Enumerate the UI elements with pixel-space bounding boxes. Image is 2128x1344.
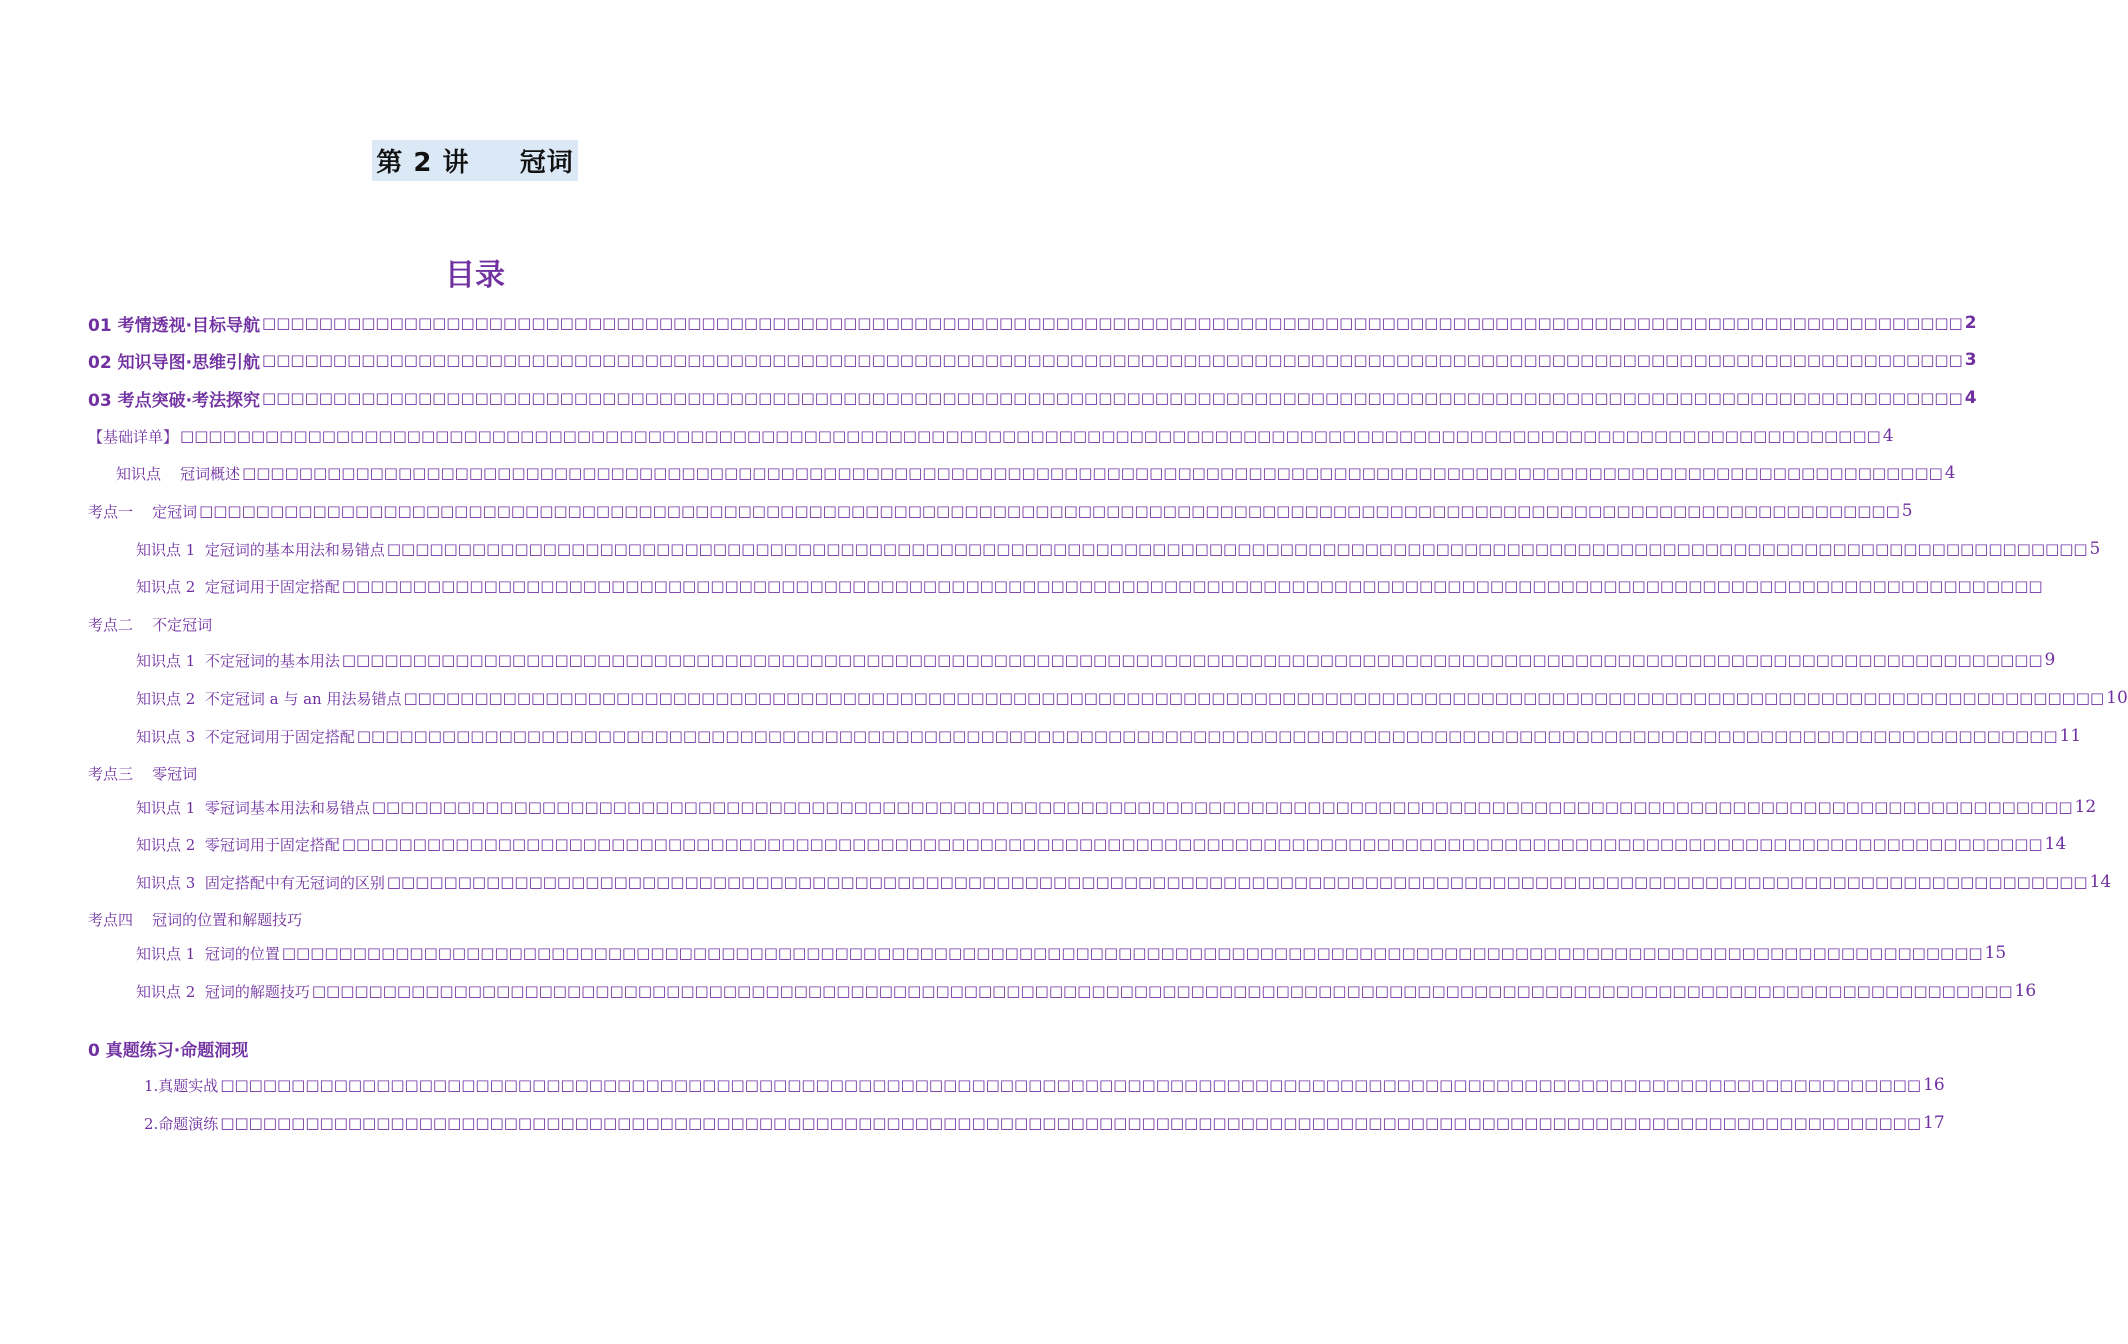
toc-page-number: 4 [1944, 463, 1956, 483]
toc-entry-label: 知识点 3 固定搭配中有无冠词的区别 [136, 873, 385, 892]
toc-leader: □□□□□□□□□□□□□□□□□□□□□□□□□□□□□□□□□□□□□□□□□□□□□□□□□□□□□□□□□□□□□□□□□□□□□□□□□□□□□□□□□□□□□□□□□□□□□□□□□□□□□□□□□□□□□□□□□□□□□□□□ [262, 351, 1963, 369]
toc-entry-label: 考点二 不定冠词 [88, 615, 213, 634]
toc-entry[interactable] [136, 537, 2101, 561]
toc-entry[interactable] [136, 648, 2056, 672]
toc-entry[interactable] [88, 499, 1913, 523]
toc-page-number: 12 [2074, 797, 2097, 817]
toc-entry[interactable] [116, 461, 1956, 485]
toc-leader: □□□□□□□□□□□□□□□□□□□□□□□□□□□□□□□□□□□□□□□□□□□□□□□□□□□□□□□□□□□□□□□□□□□□□□□□□□□□□□□□□□□□□□□□□□□□□□□□□□□□□□□□□□□□□□□□□□□□□□□□ [403, 689, 2105, 707]
toc-page-number: 14 [2044, 834, 2067, 854]
toc-entry[interactable] [88, 386, 1977, 411]
toc-leader: □□□□□□□□□□□□□□□□□□□□□□□□□□□□□□□□□□□□□□□□□□□□□□□□□□□□□□□□□□□□□□□□□□□□□□□□□□□□□□□□□□□□□□□□□□□□□□□□□□□□□□□□□□□□□□□□□□□□□□□□ [220, 1114, 1921, 1132]
toc-entry-label: 01 考情透视·目标导航 [88, 315, 261, 336]
toc-leader: □□□□□□□□□□□□□□□□□□□□□□□□□□□□□□□□□□□□□□□□□□□□□□□□□□□□□□□□□□□□□□□□□□□□□□□□□□□□□□□□□□□□□□□□□□□□□□□□□□□□□□□□□□□□□□□□□□□□□□□□ [341, 651, 2043, 669]
toc-entry[interactable] [88, 1036, 862, 1060]
toc-entry-label: 0 真题练习·命题洞现 [88, 1040, 249, 1061]
toc-leader: □□□□□□□□□□□□□□□□□□□□□□□□□□□□□□□□□□□□□□□□□□□□□□□□□□□□□□□□□□□□□□□□□□□□□□□□□□□□□□□□□□□□□□□□□□□□□□□□□□□□□□□□□□□□□□□□□□□□□□□□ [311, 982, 2013, 1000]
toc-entry-label: 02 知识导图·思维引航 [88, 352, 261, 373]
toc-leader: □□□□□□□□□□□□□□□□□□□□□□□□□□□□□□□□□□□□□□□□□□□□□□□□□□□□□□□□□□□□□□□□□□□□□□□□□□□□□□□□□□□□□□□□□□□□□□□□□□□□□□□□□□□□□□□□□□□□□□□□ [262, 389, 1963, 407]
toc-page-number: 17 [1923, 1113, 1945, 1133]
toc-page-number: 16 [1923, 1075, 1945, 1095]
toc-entry[interactable] [136, 574, 2043, 598]
toc-entry-label: 知识点 1 冠词的位置 [136, 944, 280, 963]
toc-entry-label: 2.命题演练 [144, 1114, 219, 1133]
toc-leader: □□□□□□□□□□□□□□□□□□□□□□□□□□□□□□□□□□□□□□□□□□□□□□□□□□□□□□□□□□□□□□□□□□□□□□□□□□□□□□□□□□□□□□□□□□□□□□□□□□□□□□□□□□□□□□□□□□□□□□□□ [341, 835, 2043, 853]
toc-leader: □□□□□□□□□□□□□□□□□□□□□□□□□□□□□□□□□□□□□□□□□□□□□□□□□□□□□□□□□□□□□□□□□□□□□□□□□□□□□□□□□□□□□□□□□□□□□□□□□□□□□□□□□□□□□□□□□□□□□□□□ [341, 577, 2043, 595]
toc-entry[interactable] [144, 1073, 1945, 1097]
toc-entry-label: 03 考点突破·考法探究 [88, 390, 261, 411]
toc-entry[interactable] [136, 832, 2067, 856]
toc-page-number: 4 [1882, 426, 1894, 446]
toc-page-number: 15 [1984, 943, 2007, 963]
toc-entry-label: 知识点 2 零冠词用于固定搭配 [136, 835, 340, 854]
toc-entry-label: 知识点 1 零冠词基本用法和易错点 [136, 798, 370, 817]
toc-entry-label: 知识点 1 不定冠词的基本用法 [136, 651, 340, 670]
toc-entry[interactable] [136, 795, 2097, 819]
toc-entry-label: 知识点 1 定冠词的基本用法和易错点 [136, 540, 385, 559]
toc-page-number: 11 [2059, 726, 2082, 746]
toc-entry-label: 考点三 零冠词 [88, 764, 198, 783]
toc-leader: □□□□□□□□□□□□□□□□□□□□□□□□□□□□□□□□□□□□□□□□□□□□□□□□□□□□□□□□□□□□□□□□□□□□□□□□□□□□□□□□□□□□□□□□□□□□□□□□□□□□□□□□□□□□□□□□□□□□□□□□ [386, 873, 2088, 891]
toc-entry[interactable] [88, 612, 862, 636]
toc-entry[interactable] [88, 761, 862, 785]
toc-entry-label: 考点四 冠词的位置和解题技巧 [88, 910, 303, 929]
toc-entry-label: 考点一 定冠词 [88, 502, 198, 521]
toc-leader: □□□□□□□□□□□□□□□□□□□□□□□□□□□□□□□□□□□□□□□□□□□□□□□□□□□□□□□□□□□□□□□□□□□□□□□□□□□□□□□□□□□□□□□□□□□□□□□□□□□□□□□□□□□□□□□□□□□□□□□□ [220, 1076, 1921, 1094]
toc-heading: 目录 [445, 258, 505, 293]
toc-leader: □□□□□□□□□□□□□□□□□□□□□□□□□□□□□□□□□□□□□□□□□□□□□□□□□□□□□□□□□□□□□□□□□□□□□□□□□□□□□□□□□□□□□□□□□□□□□□□□□□□□□□□□□□□□□□□□□□□□□□□□ [281, 944, 1983, 962]
toc-page-number: 4 [1964, 388, 1977, 408]
toc-entry[interactable] [136, 870, 2112, 894]
toc-entry[interactable] [136, 724, 2082, 748]
toc-entry-label: 知识点 冠词概述 [116, 464, 241, 483]
toc-entry[interactable] [88, 311, 1977, 336]
toc-entry-label: 1.真题实战 [144, 1076, 219, 1095]
toc-leader: □□□□□□□□□□□□□□□□□□□□□□□□□□□□□□□□□□□□□□□□□□□□□□□□□□□□□□□□□□□□□□□□□□□□□□□□□□□□□□□□□□□□□□□□□□□□□□□□□□□□□□□□□□□□□□□□□□□□□□□□ [371, 798, 2073, 816]
toc-entry-label: 知识点 2 冠词的解题技巧 [136, 982, 310, 1001]
toc-leader: □□□□□□□□□□□□□□□□□□□□□□□□□□□□□□□□□□□□□□□□□□□□□□□□□□□□□□□□□□□□□□□□□□□□□□□□□□□□□□□□□□□□□□□□□□□□□□□□□□□□□□□□□□□□□□□□□□□□□□□□ [386, 540, 2088, 558]
toc-page-number: 10 [2106, 688, 2128, 708]
toc-entry-label: 知识点 2 定冠词用于固定搭配 [136, 577, 340, 596]
toc-entry[interactable] [136, 686, 2128, 710]
toc-leader: □□□□□□□□□□□□□□□□□□□□□□□□□□□□□□□□□□□□□□□□□□□□□□□□□□□□□□□□□□□□□□□□□□□□□□□□□□□□□□□□□□□□□□□□□□□□□□□□□□□□□□□□□□□□□□□□□□□□□□□□ [180, 427, 1881, 445]
toc-page-number: 5 [1901, 501, 1913, 521]
toc-entry[interactable] [136, 979, 2037, 1003]
toc-leader: □□□□□□□□□□□□□□□□□□□□□□□□□□□□□□□□□□□□□□□□□□□□□□□□□□□□□□□□□□□□□□□□□□□□□□□□□□□□□□□□□□□□□□□□□□□□□□□□□□□□□□□□□□□□□□□□□□□□□□□□ [242, 464, 1943, 482]
toc-page-number: 14 [2089, 872, 2112, 892]
toc-leader: □□□□□□□□□□□□□□□□□□□□□□□□□□□□□□□□□□□□□□□□□□□□□□□□□□□□□□□□□□□□□□□□□□□□□□□□□□□□□□□□□□□□□□□□□□□□□□□□□□□□□□□□□□□□□□□□□□□□□□□□ [199, 502, 1900, 520]
toc-entry[interactable] [136, 941, 2007, 965]
toc-entry-label: 知识点 2 不定冠词 a 与 an 用法易错点 [136, 689, 402, 708]
toc-page-number: 2 [1964, 313, 1977, 333]
lesson-title: 第 2 讲 冠词 [372, 140, 577, 181]
toc-page-number: 16 [2014, 981, 2037, 1001]
title-container [0, 140, 950, 181]
toc-entry[interactable] [88, 424, 1894, 448]
toc-entry-label: 知识点 3 不定冠词用于固定搭配 [136, 727, 355, 746]
toc-entry[interactable] [88, 907, 862, 931]
toc-entry[interactable] [88, 348, 1977, 373]
toc-entry-label: 【基础详单】 [88, 427, 179, 446]
toc-page-number: 3 [1964, 350, 1977, 370]
toc-leader: □□□□□□□□□□□□□□□□□□□□□□□□□□□□□□□□□□□□□□□□□□□□□□□□□□□□□□□□□□□□□□□□□□□□□□□□□□□□□□□□□□□□□□□□□□□□□□□□□□□□□□□□□□□□□□□□□□□□□□□□ [262, 314, 1963, 332]
toc-page-number: 9 [2044, 650, 2056, 670]
toc-entry[interactable] [144, 1111, 1945, 1135]
toc-page-number: 5 [2089, 539, 2101, 559]
toc-leader: □□□□□□□□□□□□□□□□□□□□□□□□□□□□□□□□□□□□□□□□□□□□□□□□□□□□□□□□□□□□□□□□□□□□□□□□□□□□□□□□□□□□□□□□□□□□□□□□□□□□□□□□□□□□□□□□□□□□□□□□ [356, 727, 2058, 745]
